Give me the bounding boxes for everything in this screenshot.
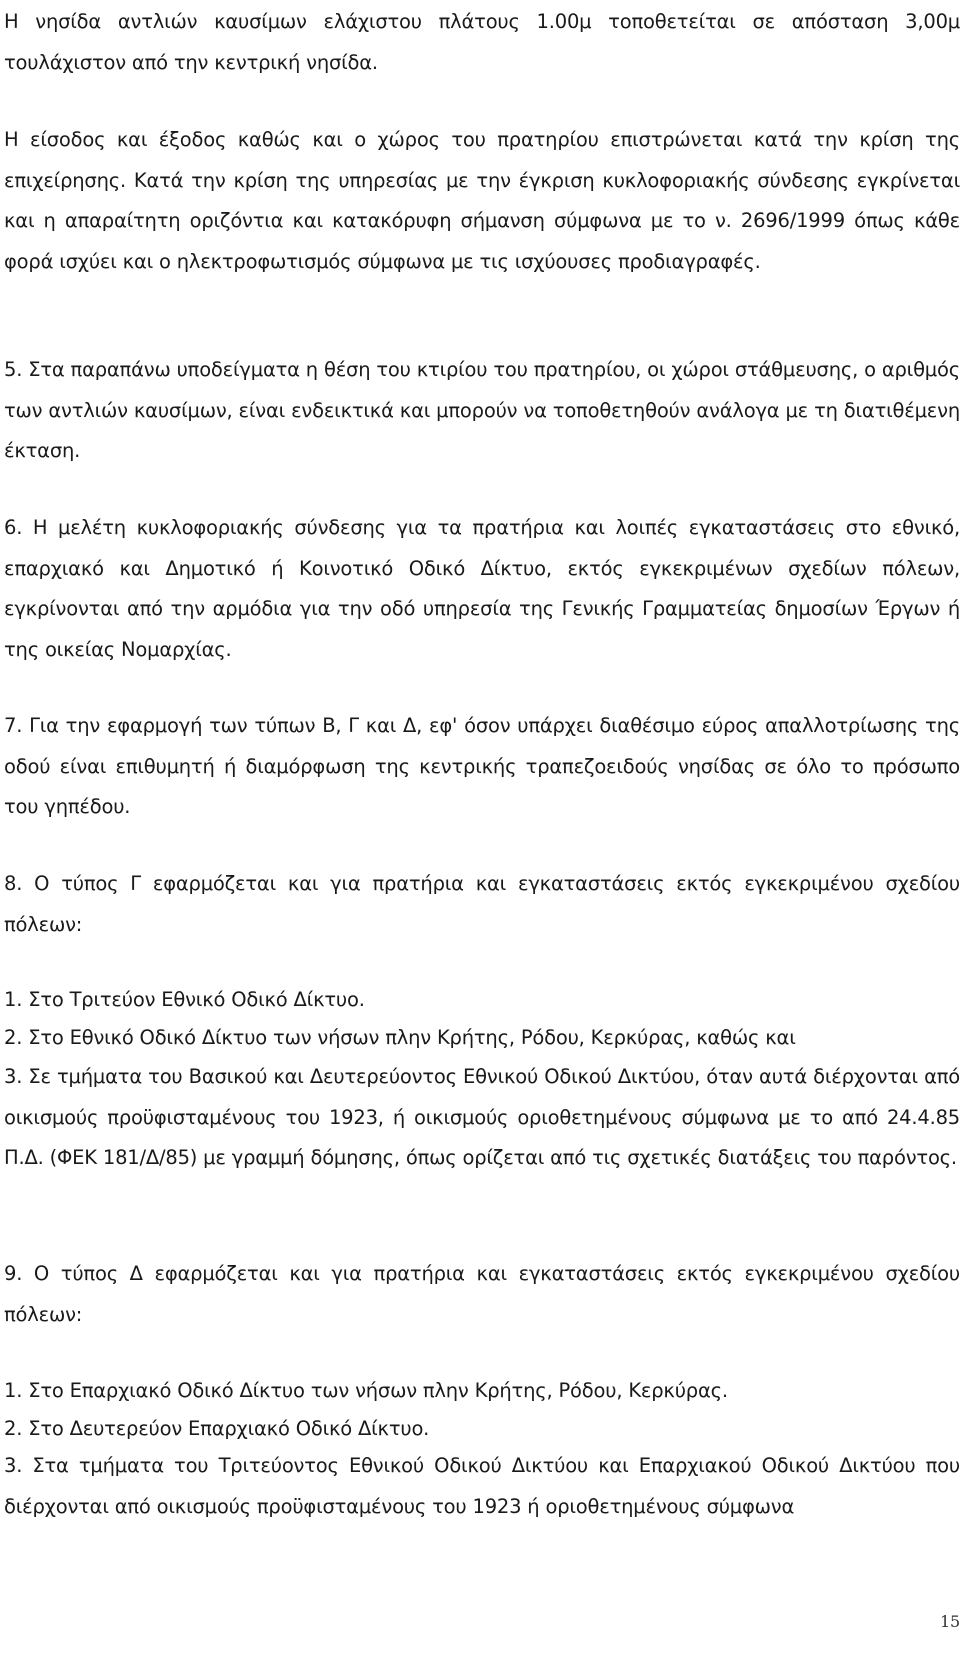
list-item-9-1: 1. Στο Επαρχιακό Οδικό Δίκτυο των νήσων πλην Κρήτης, Ρόδου, Κερκύρας. bbox=[4, 1379, 728, 1402]
paragraph-fuel-island: Η νησίδα αντλιών καυσίμων ελάχιστου πλάτους 1.00μ τοποθετείται σε απόσταση 3,00μ τουλάχιστον από την κεντρική νησίδα. bbox=[4, 10, 960, 74]
list-item-8-1: 1. Στο Τριτεύον Εθνικό Οδικό Δίκτυο. bbox=[4, 988, 365, 1011]
list-item-9-2: 2. Στο Δευτερεύον Επαρχιακό Οδικό Δίκτυο. bbox=[4, 1417, 430, 1440]
paragraph-item-7: 7. Για την εφαρμογή των τύπων Β, Γ και Δ, εφ' όσον υπάρχει διαθέσιμο εύρος απαλλοτρίωσης της οδού είναι επιθυμητή ή διαμόρφωση της κεντρικής τραπεζοειδούς νησίδας σε όλο το πρόσωπο του γηπέδου. bbox=[4, 714, 960, 818]
paragraph-entrance-exit: Η είσοδος και έξοδος καθώς και ο χώρος του πρατηρίου επιστρώνεται κατά την κρίση της επιχείρησης. Κατά την κρίση της υπηρεσίας με την έγκριση κυκλοφοριακής σύνδεσης εγκρίνεται και η απαραίτητη οριζόντια και κατακόρυφη σήμανση σύμφωνα με το ν. 2696/1999 όπως κάθε φορά ισχύει και ο ηλεκτροφωτισμός σύμφωνα με τις ισχύουσες προδιαγραφές. bbox=[4, 128, 960, 273]
list-item-8-3: 3. Σε τμήματα του Βασικού και Δευτερεύοντος Εθνικού Οδικού Δικτύου, όταν αυτά διέρχονται από οικισμούς προϋφισταμένους του 1923, ή οικισμούς οριοθετημένους σύμφωνα με το από 24.4.85 Π.Δ. (ΦΕΚ 181/Δ/85) με γραμμή δόμησης, όπως ορίζεται από τις σχετικές διατάξεις του παρόντος. bbox=[4, 1065, 960, 1169]
list-item-8-2: 2. Στο Εθνικό Οδικό Δίκτυο των νήσων πλην Κρήτης, Ρόδου, Κερκύρας, καθώς και bbox=[4, 1026, 796, 1049]
paragraph-item-6: 6. Η μελέτη κυκλοφοριακής σύνδεσης για τα πρατήρια και λοιπές εγκαταστάσεις στο εθνικό, επαρχιακό και Δημοτικό ή Κοινοτικό Οδικό Δίκτυο, εκτός εγκεκριμένων σχεδίων πόλεων, εγκρίνονται από την αρμόδια για την οδό υπηρεσία της Γενικής Γραμματείας δημοσίων Έργων ή της οικείας Νομαρχίας. bbox=[4, 516, 960, 661]
paragraph-item-8: 8. Ο τύπος Γ εφαρμόζεται και για πρατήρια και εγκαταστάσεις εκτός εγκεκριμένου σχεδίου πόλεων: bbox=[4, 872, 960, 936]
page-number: 15 bbox=[940, 1612, 960, 1631]
paragraph-item-9: 9. Ο τύπος Δ εφαρμόζεται και για πρατήρια και εγκαταστάσεις εκτός εγκεκριμένου σχεδίου πόλεων: bbox=[4, 1262, 960, 1326]
paragraph-item-5: 5. Στα παραπάνω υποδείγματα η θέση του κτιρίου του πρατηρίου, οι χώροι στάθμευσης, ο αριθμός των αντλιών καυσίμων, είναι ενδεικτικά και μπορούν να τοποθετηθούν ανάλογα με τη διατιθέμενη έκταση. bbox=[4, 358, 960, 462]
list-item-9-3: 3. Στα τμήματα του Τριτεύοντος Εθνικού Οδικού Δικτύου και Επαρχιακού Οδικού Δικτύου που διέρχονται από οικισμούς προϋφισταμένους του 1923 ή οριοθετημένους σύμφωνα bbox=[4, 1454, 960, 1518]
